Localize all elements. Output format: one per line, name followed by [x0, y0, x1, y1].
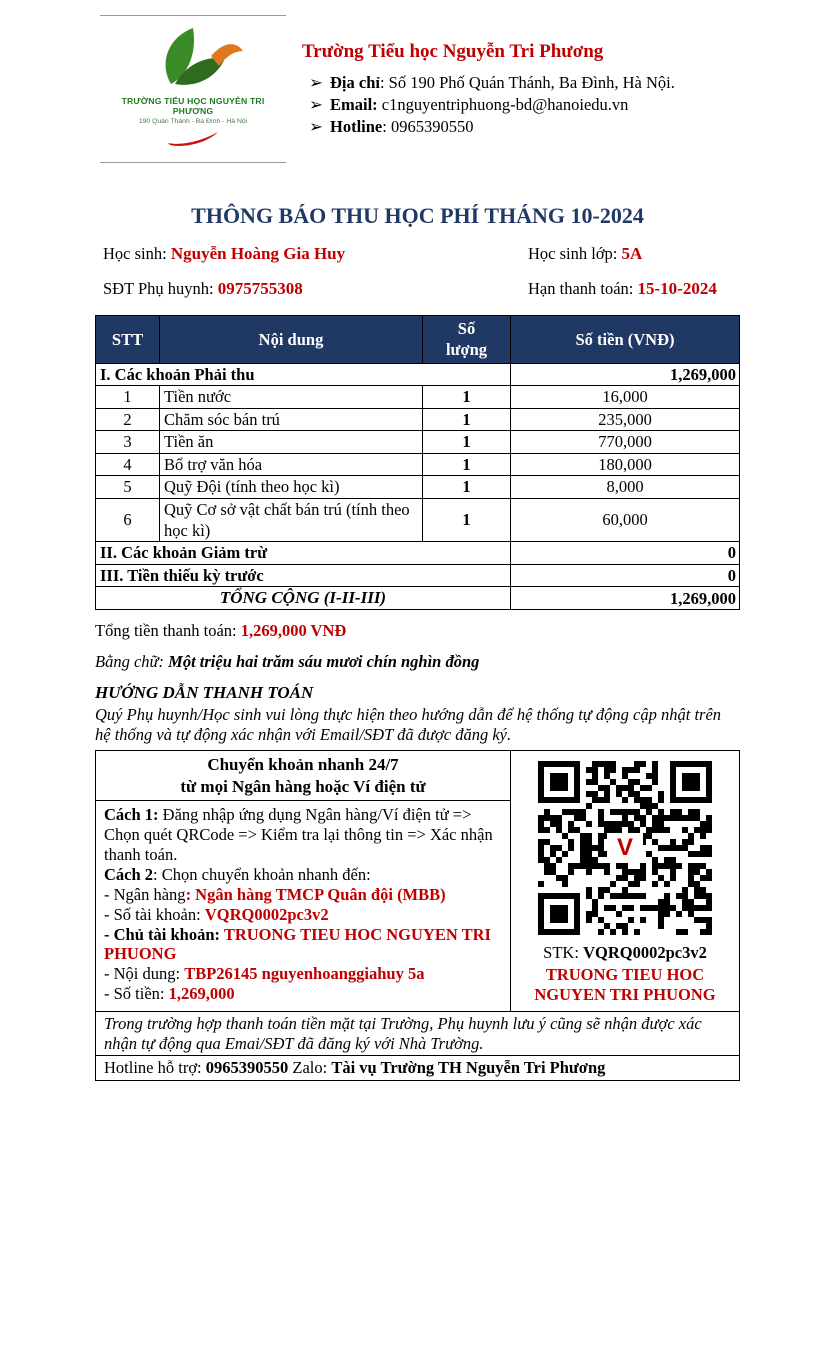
student-row-2 [95, 279, 740, 299]
parent-phone-field [95, 279, 528, 299]
fee-name: Bổ trợ văn hóa [160, 453, 423, 475]
fee-table-header-row [96, 316, 740, 364]
transfer-amount-value: 1,269,000 [168, 984, 235, 1004]
student-row-1 [95, 244, 740, 264]
qr-panel [511, 751, 739, 1011]
address-value: : Số 190 Phố Quán Thánh, Ba Đình, Hà Nội. [379, 73, 675, 92]
fee-stt: 2 [96, 408, 160, 430]
amount-in-words-value: Một triệu hai trăm sáu mươi chín nghìn đồng [168, 652, 480, 672]
section-row-receivables [96, 363, 740, 385]
fee-name: Chăm sóc bán trú [160, 408, 423, 430]
logo-leaves-icon [137, 24, 249, 88]
fee-row [96, 498, 740, 542]
payment-instructions [96, 751, 511, 1011]
school-logo [100, 15, 286, 163]
fee-qty: 1 [423, 453, 511, 475]
student-name-label: Học sinh: [103, 244, 167, 263]
logo-school-name: TRƯỜNG TIỂU HỌC NGUYỄN TRI PHƯƠNG [121, 96, 265, 116]
fee-amount: 16,000 [511, 386, 740, 408]
amount-in-words-label: Bằng chữ: [95, 652, 165, 672]
fee-qty: 1 [423, 498, 511, 542]
account-label: - Số tài khoản: [104, 904, 205, 924]
support-hotline-line [96, 1055, 739, 1080]
method-1 [104, 805, 502, 865]
logo-swoosh-icon [166, 131, 220, 147]
parent-phone-label: SĐT Phụ huynh: [103, 279, 214, 298]
parent-phone-value: 0975755308 [217, 279, 303, 298]
stk-value: VQRQ0002pc3v2 [583, 943, 707, 963]
qr-code [538, 761, 712, 935]
fee-amount: 770,000 [511, 431, 740, 453]
email-label: Email: [330, 95, 378, 114]
fee-stt: 1 [96, 386, 160, 408]
fee-amount: 8,000 [511, 476, 740, 498]
method-1-text: Đăng nhập ứng dụng Ngân hàng/Ví điện tử => Chọn quét QRCode => Kiểm tra lại thông tin => Xác nhận thanh toán. [104, 804, 493, 864]
total-payment-line [95, 621, 740, 641]
fee-amount: 180,000 [511, 453, 740, 475]
fee-amount: 235,000 [511, 408, 740, 430]
payment-box-title-line2: từ mọi Ngân hàng hoặc Ví điện tử [180, 776, 426, 796]
fee-qty: 1 [423, 386, 511, 408]
fee-qty: 1 [423, 431, 511, 453]
school-info [286, 15, 740, 138]
bank-line [104, 885, 502, 905]
fee-qty: 1 [423, 408, 511, 430]
section-amount: 1,269,000 [511, 363, 740, 385]
section-row-deductions [96, 542, 740, 564]
email-text [330, 94, 628, 116]
method-2-label: Cách 2 [104, 864, 154, 884]
bank-label: - Ngân hàng [104, 884, 186, 904]
section-label: I. Các khoản Phải thu [96, 363, 511, 385]
total-payment-label: Tổng tiền thanh toán: [95, 621, 237, 641]
student-name-value: Nguyễn Hoàng Gia Huy [170, 244, 346, 263]
logo-address: 190 Quán Thánh - Ba Đình - Hà Nội [138, 118, 248, 125]
support-hotline-label: Hotline hỗ trợ: [104, 1058, 206, 1078]
section-label: II. Các khoản Giảm trừ [96, 542, 511, 564]
due-date-value: 15-10-2024 [637, 279, 717, 298]
fee-qty: 1 [423, 476, 511, 498]
zalo-label: Zalo: [288, 1058, 332, 1078]
student-class-field [528, 244, 740, 264]
col-header-qty: Số lượng [423, 316, 511, 364]
student-name-field [95, 244, 528, 264]
transfer-content-value: TBP26145 nguyenhoanggiahuy 5a [184, 964, 425, 984]
total-amount: 1,269,000 [511, 587, 740, 610]
holder-value: TRUONG TIEU HOC NGUYEN TRI PHUONG [104, 924, 491, 964]
support-hotline-value: 0965390550 [205, 1058, 289, 1078]
section-amount: 0 [511, 564, 740, 586]
account-line [104, 905, 502, 925]
section-row-previous-balance [96, 564, 740, 586]
fee-name: Tiền ăn [160, 431, 423, 453]
fee-name: Quỹ Đội (tính theo học kì) [160, 476, 423, 498]
stk-label: STK: [543, 943, 584, 963]
fee-name: Quỹ Cơ sở vật chất bán trú (tính theo học kì) [160, 498, 423, 542]
payment-box-title-line1: Chuyển khoản nhanh 24/7 [207, 755, 399, 775]
fee-table [95, 315, 740, 610]
notice-title: THÔNG BÁO THU HỌC PHÍ THÁNG 10-2024 [191, 203, 644, 228]
address-text [330, 72, 675, 94]
fee-row [96, 431, 740, 453]
total-row [96, 587, 740, 610]
account-number-caption [515, 943, 735, 963]
email-line [302, 94, 740, 116]
amount-in-words-line [95, 652, 740, 672]
section-amount: 0 [511, 542, 740, 564]
zalo-value: Tài vụ Trường TH Nguyễn Tri Phương [331, 1058, 606, 1078]
hotline-value: : 0965390550 [382, 117, 474, 136]
cash-payment-note: Trong trường hợp thanh toán tiền mặt tại Trường, Phụ huynh lưu ý cũng sẽ nhận được xác nhận tự động qua Emai/SĐT đã đăng ký với Nhà Trường. [96, 1011, 739, 1056]
payment-instructions-body [96, 801, 510, 1011]
payment-box [95, 750, 740, 1081]
payment-guide-title: HƯỚNG DẪN THANH TOÁN [95, 683, 314, 703]
hotline-line [302, 116, 740, 138]
fee-stt: 4 [96, 453, 160, 475]
address-line [302, 72, 740, 94]
col-header-content: Nội dung [160, 316, 423, 364]
fee-name: Tiền nước [160, 386, 423, 408]
fee-row [96, 408, 740, 430]
fee-row [96, 386, 740, 408]
student-class-value: 5A [621, 244, 643, 263]
address-label: Địa chỉ [330, 73, 380, 92]
school-name: Trường Tiểu học Nguyễn Tri Phương [302, 41, 604, 62]
hotline-text [330, 116, 473, 138]
fee-row [96, 453, 740, 475]
account-holder-caption: TRUONG TIEU HOC NGUYEN TRI PHUONG [534, 965, 716, 1005]
fee-stt: 6 [96, 498, 160, 542]
arrow-bullet-icon: ➢ [309, 95, 323, 114]
fee-stt: 3 [96, 431, 160, 453]
bank-value: : Ngân hàng TMCP Quân đội (MBB) [185, 884, 446, 904]
arrow-bullet-icon: ➢ [309, 117, 323, 136]
total-label: TỔNG CỘNG (I-II-III) [96, 587, 511, 610]
due-date-label: Hạn thanh toán: [528, 279, 634, 298]
payment-box-title [96, 751, 510, 801]
transfer-content-line [104, 964, 502, 984]
qr-logo-letter: V [616, 834, 633, 862]
col-header-amount: Số tiền (VNĐ) [511, 316, 740, 364]
transfer-content-label: - Nội dung: [104, 964, 185, 984]
account-value: VQRQ0002pc3v2 [204, 904, 329, 924]
method-1-label: Cách 1: [104, 804, 159, 824]
email-value: c1nguyentriphuong-bd@hanoiedu.vn [377, 95, 629, 114]
transfer-amount-label: - Số tiền: [104, 984, 169, 1004]
method-2-text: : Chọn chuyển khoản nhanh đến: [153, 864, 371, 884]
method-2 [104, 865, 502, 885]
holder-label: - Chủ tài khoản: [104, 924, 224, 944]
hotline-label: Hotline [330, 117, 383, 136]
student-class-label: Học sinh lớp: [528, 244, 618, 263]
arrow-bullet-icon: ➢ [309, 73, 323, 92]
payment-box-main [96, 751, 739, 1011]
payment-guide-text: Quý Phụ huynh/Học sinh vui lòng thực hiện theo hướng dẫn để hệ thống tự động cập nhật trên hệ thống và tự động xác nhận với Email/SĐT đã được đăng ký. [95, 705, 722, 744]
total-payment-value: 1,269,000 VNĐ [240, 621, 347, 641]
holder-line [104, 925, 502, 965]
due-date-field [528, 279, 740, 299]
section-label: III. Tiền thiếu kỳ trước [96, 564, 511, 586]
fee-row [96, 476, 740, 498]
header [95, 15, 740, 163]
col-header-stt: STT [96, 316, 160, 364]
qr-center-logo [607, 833, 643, 863]
transfer-amount-line [104, 984, 502, 1004]
fee-amount: 60,000 [511, 498, 740, 542]
fee-stt: 5 [96, 476, 160, 498]
